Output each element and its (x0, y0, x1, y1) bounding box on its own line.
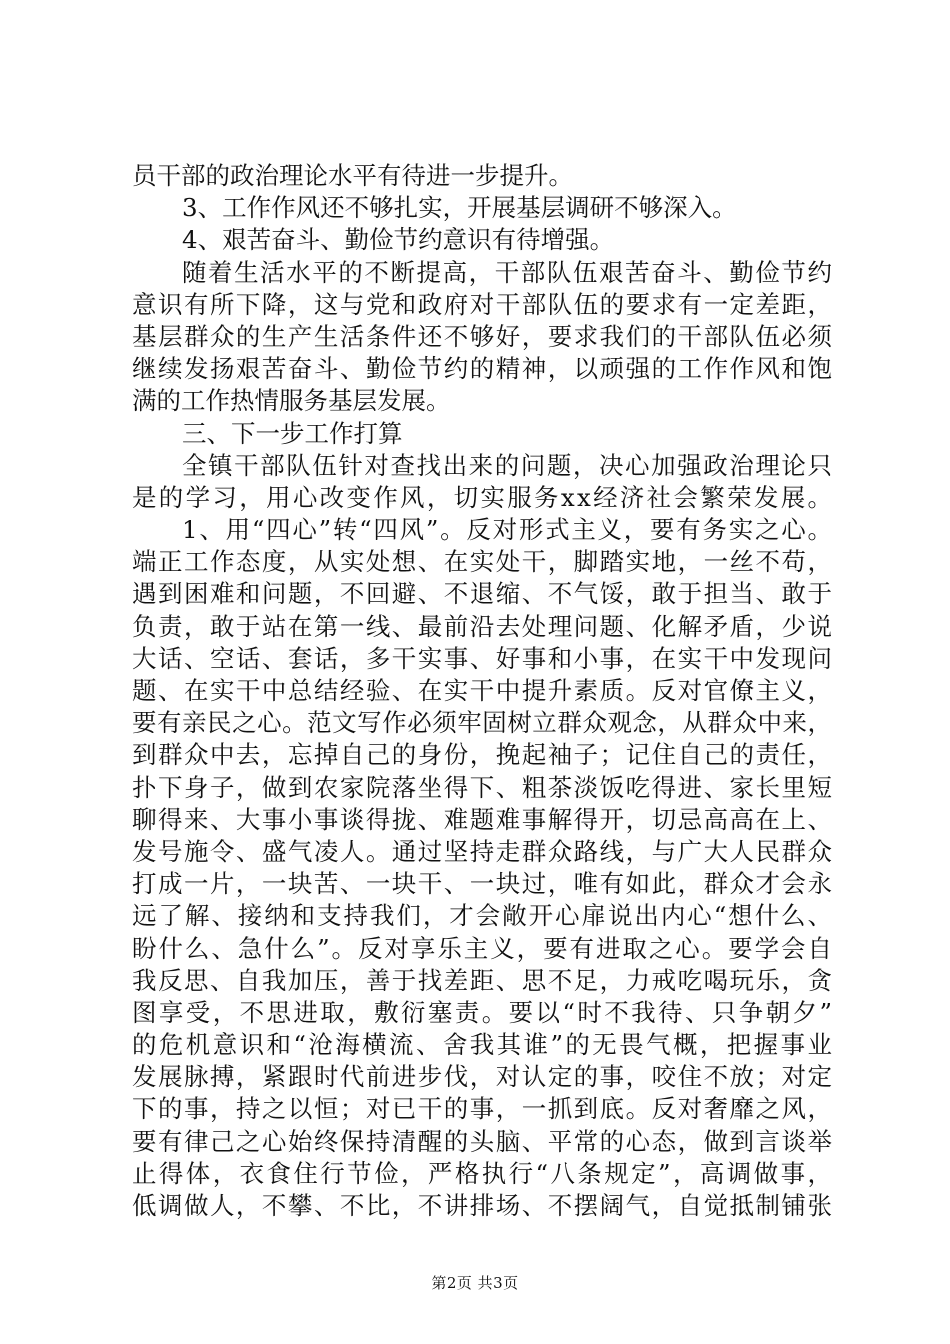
document-body (132, 160, 835, 1222)
text-line: 图享受，不思进取，敷衍塞责。要以“时不我待、只争朝夕” (132, 997, 835, 1027)
text-line: 要有亲民之心。范文写作必须牢固树立群众观念，从群众中来， (132, 708, 833, 738)
text-line: 我反思、自我加压，善于找差距、思不足，力戒吃喝玩乐，贪 (132, 965, 834, 995)
page-footer: 第2页 共3页 (431, 1274, 519, 1292)
text-line: 遇到困难和问题，不回避、不退缩、不气馁，敢于担当、敢于 (132, 579, 834, 609)
text-line: 的危机意识和“沧海横流、舍我其谁”的无畏气概，把握事业 (132, 1030, 835, 1060)
text-line: 大话、空话、套话，多干实事、好事和小事，在实干中发现问 (132, 643, 834, 673)
text-line: 盼什么、急什么”。反对享乐主义，要有进取之心。要学会自 (132, 933, 834, 963)
text-line: 下的事，持之以恒；对已干的事，一抓到底。反对奢靡之风， (132, 1094, 834, 1124)
text-line: 聊得来、大事小事谈得拢、难题难事解得开，切忌高高在上、 (132, 804, 834, 834)
text-line: 3、工作作风还不够扎实，开展基层调研不够深入。 (182, 193, 737, 223)
text-line: 端正工作态度，从实处想、在实处干，脚踏实地，一丝不苟， (132, 547, 834, 577)
text-line: 意识有所下降，这与党和政府对干部队伍的要求有一定差距， (132, 289, 834, 319)
text-line: 远了解、接纳和支持我们，才会敞开心扉说出内心“想什么、 (132, 901, 834, 931)
text-line: 满的工作热情服务基层发展。 (132, 386, 451, 416)
text-line: 三、下一步工作打算 (182, 418, 403, 448)
text-line: 负责，敢于站在第一线、最前沿去处理问题、化解矛盾，少说 (132, 611, 834, 641)
text-line: 员干部的政治理论水平有待进一步提升。 (132, 161, 573, 190)
text-line: 低调做人，不攀、不比，不讲排场、不摆阔气，自觉抵制铺张 (132, 1191, 834, 1220)
text-line: 1、用“四心”转“四风”。反对形式主义，要有务实之心。 (182, 515, 834, 545)
text-line: 发展脉搏，紧跟时代前进步伐，对认定的事，咬住不放；对定 (132, 1062, 834, 1092)
text-line: 到群众中去，忘掉自己的身份，挽起袖子；记住自己的责任， (132, 740, 834, 770)
text-line: 是的学习，用心改变作风，切实服务xx经济社会繁荣发展。 (132, 482, 835, 512)
text-line: 基层群众的生产生活条件还不够好，要求我们的干部队伍必须 (132, 321, 834, 351)
text-line: 止得体，衣食住行节俭，严格执行“八条规定”，高调做事， (132, 1158, 835, 1188)
text-line: 发号施令、盛气凌人。通过坚持走群众路线，与广大人民群众 (132, 836, 834, 866)
text-line: 打成一片，一块苦、一块干、一块过，唯有如此，群众才会永 (132, 869, 834, 899)
text-line: 题、在实干中总结经验、在实干中提升素质。反对官僚主义， (132, 676, 834, 705)
text-line: 扑下身子，做到农家院落坐得下、粗茶淡饭吃得进、家长里短 (132, 772, 834, 802)
text-line: 随着生活水平的不断提高，干部队伍艰苦奋斗、勤俭节约 (182, 257, 834, 287)
text-line: 继续发扬艰苦奋斗、勤俭节约的精神，以顽强的工作作风和饱 (132, 354, 834, 384)
text-line: 4、艰苦奋斗、勤俭节约意识有待增强。 (182, 225, 615, 255)
text-line: 全镇干部队伍针对查找出来的问题，决心加强政治理论只 (182, 450, 834, 480)
text-line: 要有律己之心始终保持清醒的头脑、平常的心态，做到言谈举 (132, 1126, 834, 1156)
